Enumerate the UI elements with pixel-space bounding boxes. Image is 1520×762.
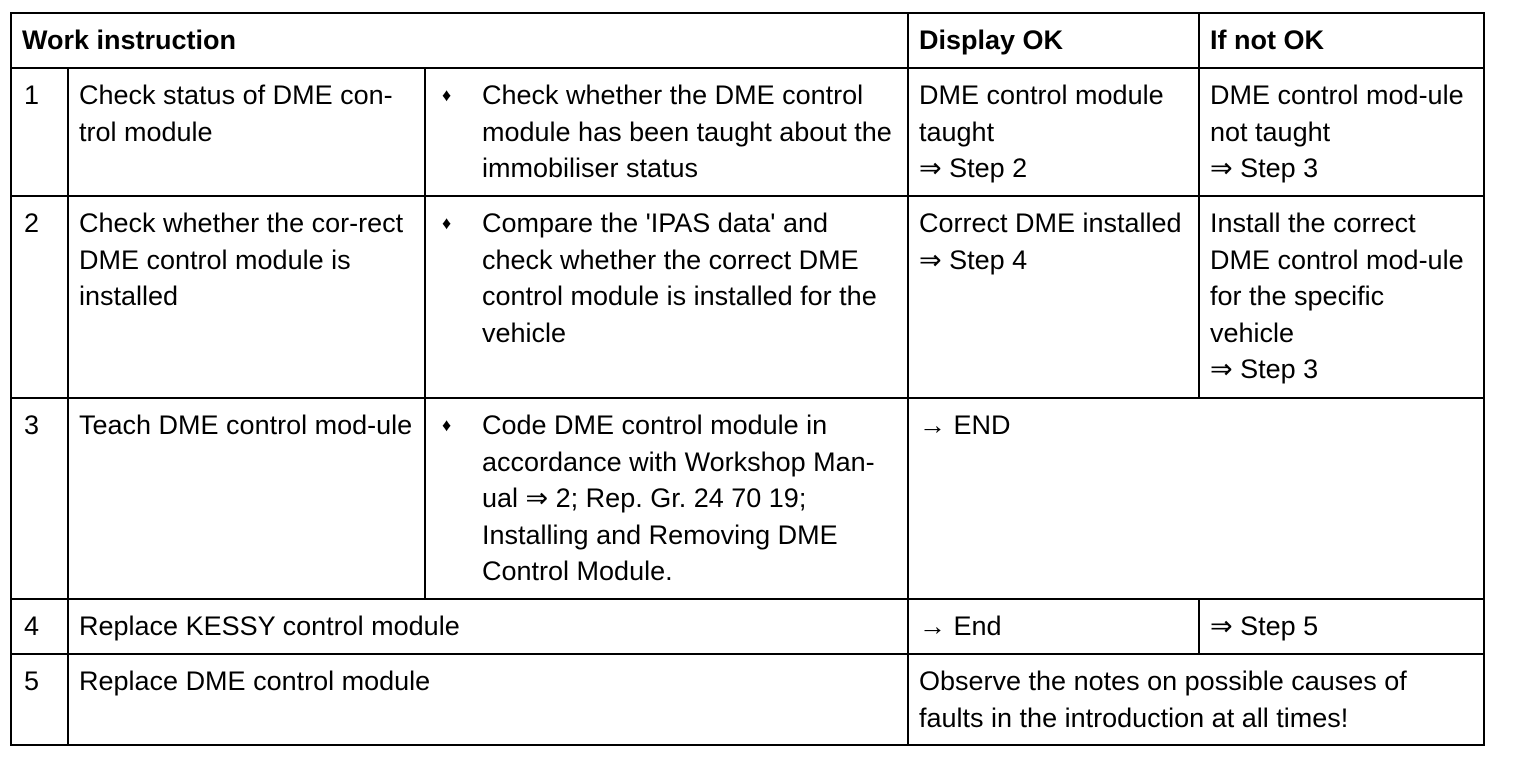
table-row-2 (11, 196, 1484, 398)
header-display-ok: Display OK (908, 13, 1199, 68)
step-number: 3 (11, 398, 68, 599)
step-check-text: Check whether the cor-rect DME control module is installed (79, 208, 404, 311)
if-not-ok-cell (1199, 599, 1484, 654)
table-row-5 (11, 654, 1484, 745)
step-check (68, 196, 425, 398)
header-work-instruction: Work instruction (11, 13, 908, 68)
step-action (425, 196, 908, 398)
step-check (68, 398, 425, 599)
if-not-ok-arrow: ⇒ Step 3 (1210, 354, 1319, 384)
table-row-3 (11, 398, 1484, 599)
step-check (68, 68, 425, 196)
display-ok-arrow: → End (919, 611, 1002, 641)
if-not-ok-cell (1199, 68, 1484, 196)
header-if-not-ok: If not OK (1199, 13, 1484, 68)
table-row-4 (11, 599, 1484, 654)
table-row-1 (11, 68, 1484, 196)
result-end-arrow: → END (919, 410, 1011, 440)
display-ok-text: DME control module taught (919, 80, 1164, 147)
step-action-text: Compare the 'IPAS data' and check whether the correct DME control module is installed for the vehicle (482, 208, 877, 348)
display-ok-arrow: ⇒ Step 2 (919, 153, 1028, 183)
if-not-ok-arrow: ⇒ Step 3 (1210, 153, 1319, 183)
note-cell: Observe the notes on possible causes of faults in the introduction at all times! (908, 654, 1484, 745)
bullet-diamond-icon: ♦ (442, 85, 452, 105)
if-not-ok-cell (1199, 196, 1484, 398)
if-not-ok-text: DME control mod-ule not taught (1210, 80, 1464, 147)
display-ok-cell (908, 68, 1199, 196)
step-action (425, 68, 908, 196)
display-ok-arrow: ⇒ Step 4 (919, 244, 1028, 275)
step-check-text: Check status of DME con-trol module (79, 80, 393, 147)
step-number: 1 (11, 68, 68, 196)
if-not-ok-text: Install the correct DME control mod-ule for the specific vehicle (1210, 208, 1464, 348)
display-ok-cell (908, 599, 1199, 654)
step-check-text: Teach DME control mod-ule (79, 410, 413, 440)
header-row (11, 13, 1484, 68)
work-instruction-table (10, 12, 1485, 746)
step-action-text: Code DME control module in accordance with Workshop Man-ual ⇒ 2; Rep. Gr. 24 70 19; Installing and Removing DME Control Module. (482, 410, 875, 586)
step-number: 4 (11, 599, 68, 654)
bullet-diamond-icon: ♦ (442, 213, 452, 233)
step-action (425, 398, 908, 599)
step-instruction: Replace KESSY control module (68, 599, 908, 654)
display-ok-text: Correct DME installed (919, 208, 1182, 238)
display-ok-cell (908, 196, 1199, 398)
step-action-text: Check whether the DME control module has been taught about the immobiliser status (482, 80, 892, 183)
result-cell (908, 398, 1484, 599)
bullet-diamond-icon: ♦ (442, 415, 452, 435)
if-not-ok-arrow: ⇒ Step 5 (1210, 611, 1319, 641)
step-number: 2 (11, 196, 68, 398)
step-instruction: Replace DME control module (68, 654, 908, 745)
step-number: 5 (11, 654, 68, 745)
